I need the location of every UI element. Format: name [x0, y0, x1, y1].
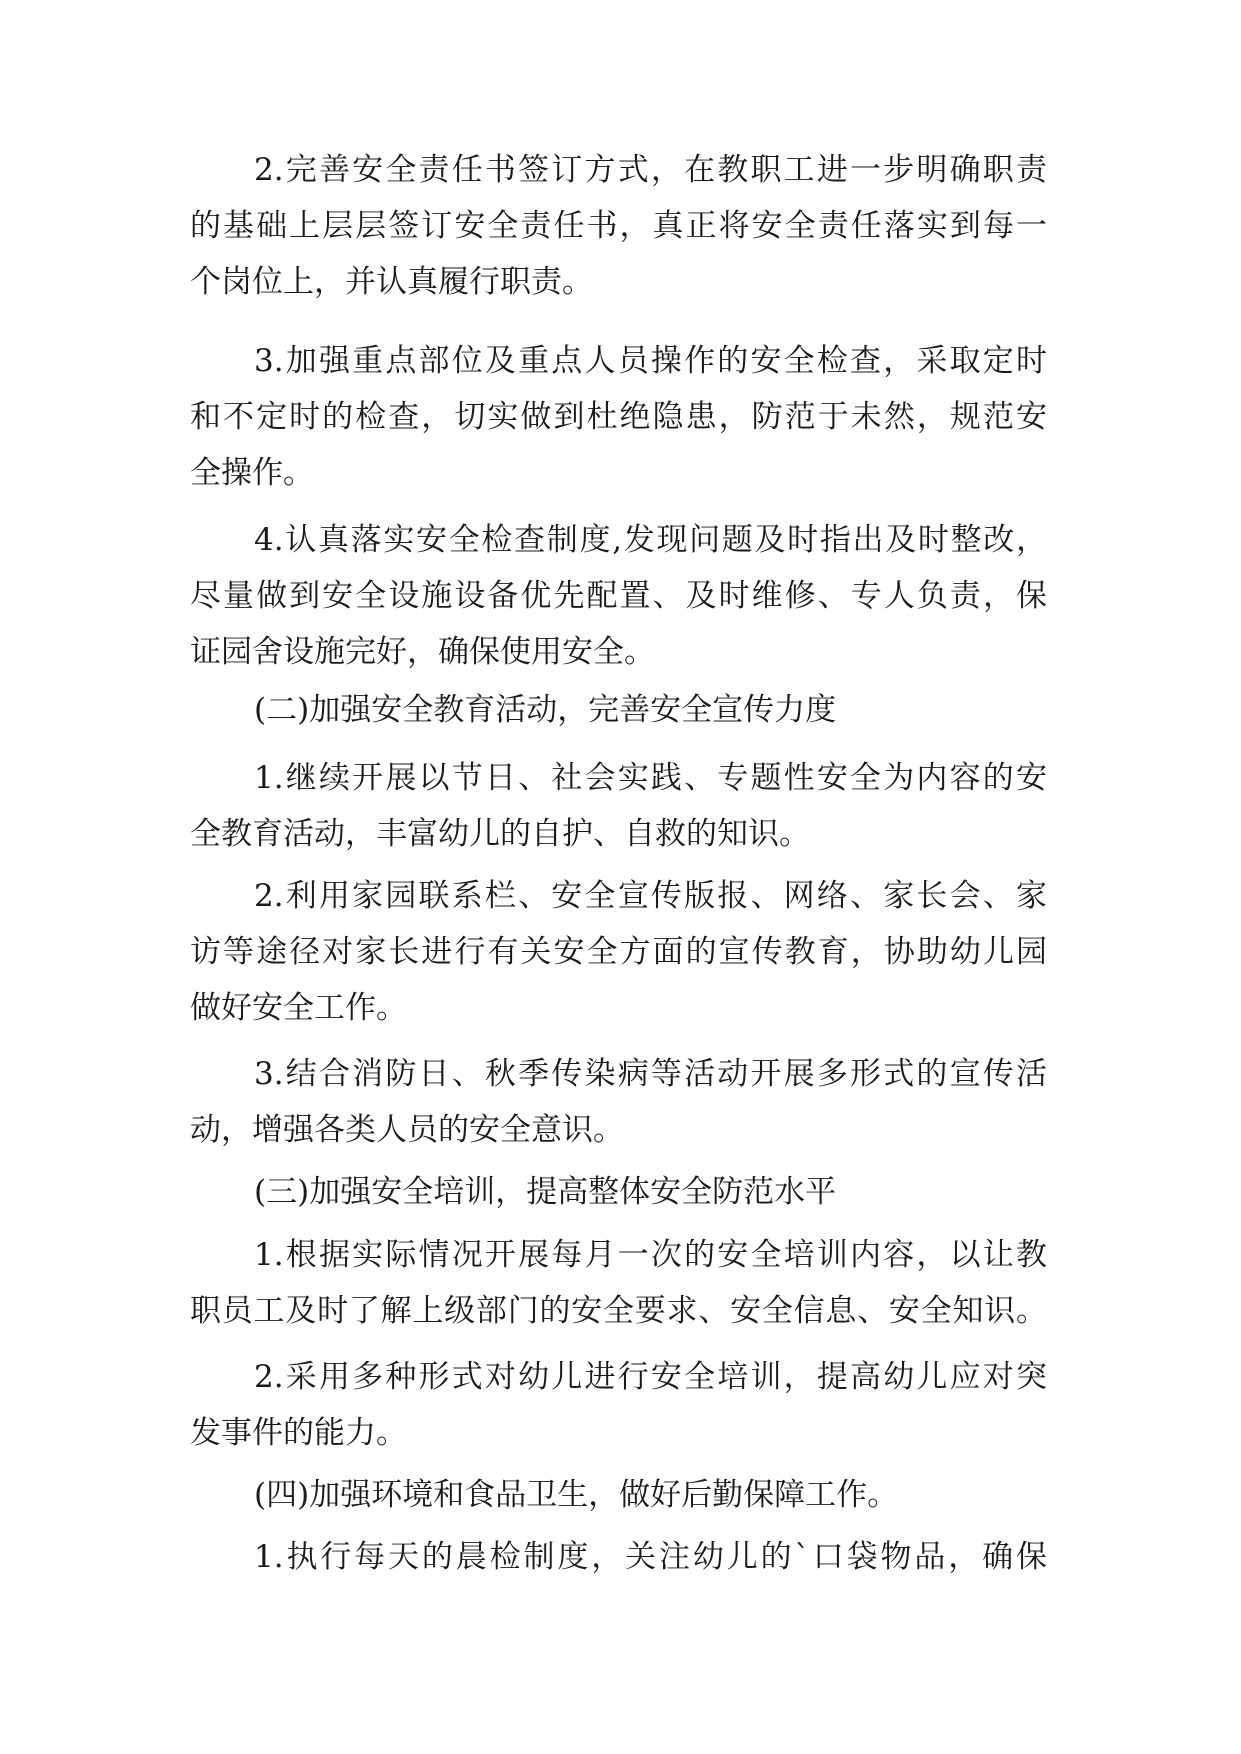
paragraph-line: 1.执行每天的晨检制度，关注幼儿的`口袋物品，确保 — [254, 1539, 1047, 1575]
paragraph-line: 2.完善安全责任书签订方式，在教职工进一步明确职责 — [254, 152, 1047, 188]
paragraph-line: 发事件的能力。 — [190, 1415, 407, 1451]
paragraph-line: 尽量做到安全设施设备优先配置、及时维修、专人负责，保 — [190, 578, 1047, 614]
section-heading: (四)加强环境和食品卫生，做好后勤保障工作。 — [254, 1477, 899, 1513]
paragraph-line: 全教育活动，丰富幼儿的自护、自救的知识。 — [190, 816, 810, 852]
paragraph-line: 证园舍设施完好，确保使用安全。 — [190, 634, 655, 670]
paragraph-line: 访等途径对家长进行有关安全方面的宣传教育，协助幼儿园 — [190, 934, 1047, 970]
paragraph-line: 职员工及时了解上级部门的安全要求、安全信息、安全知识。 — [190, 1293, 1047, 1329]
paragraph-line: 动，增强各类人员的安全意识。 — [190, 1112, 624, 1148]
paragraph-line: 和不定时的检查，切实做到杜绝隐患，防范于未然，规范安 — [190, 399, 1047, 435]
paragraph-line: 个岗位上，并认真履行职责。 — [190, 264, 593, 300]
paragraph-line: 2.利用家园联系栏、安全宣传版报、网络、家长会、家 — [254, 878, 1047, 914]
paragraph-line: 3.加强重点部位及重点人员操作的安全检查，采取定时 — [254, 343, 1047, 379]
paragraph-line: 全操作。 — [190, 455, 314, 491]
paragraph-line: 做好安全工作。 — [190, 990, 407, 1026]
paragraph-line: 1.根据实际情况开展每月一次的安全培训内容，以让教 — [254, 1237, 1047, 1273]
paragraph-line: 1.继续开展以节日、社会实践、专题性安全为内容的安 — [254, 760, 1047, 796]
paragraph-line: 3.结合消防日、秋季传染病等活动开展多形式的宣传活 — [254, 1056, 1047, 1092]
section-heading: (三)加强安全培训，提高整体安全防范水平 — [254, 1174, 837, 1210]
paragraph-line: 2.采用多种形式对幼儿进行安全培训，提高幼儿应对突 — [254, 1359, 1047, 1395]
paragraph-line: 的基础上层层签订安全责任书，真正将安全责任落实到每一 — [190, 208, 1047, 244]
section-heading: (二)加强安全教育活动，完善安全宣传力度 — [254, 692, 837, 728]
paragraph-line: 4.认真落实安全检查制度,发现问题及时指出及时整改， — [254, 522, 1047, 558]
